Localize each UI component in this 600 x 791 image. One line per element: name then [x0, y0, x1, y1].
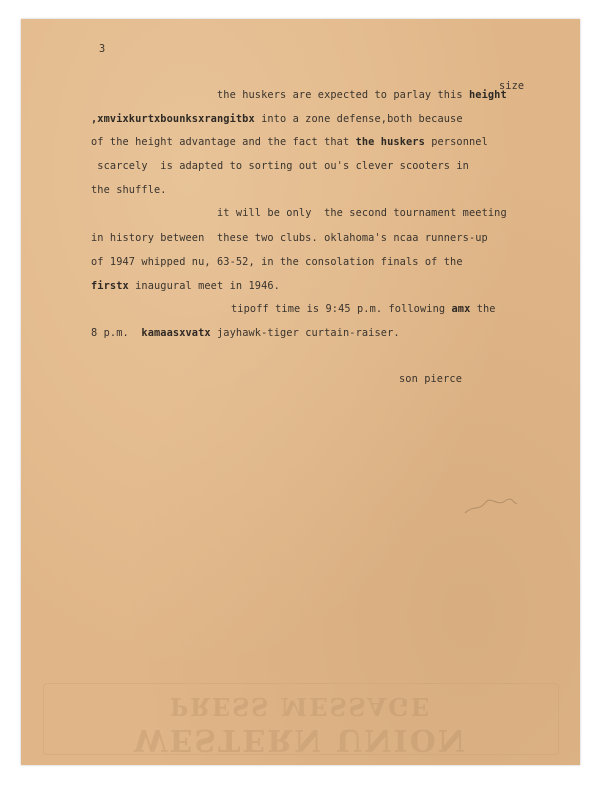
text-line-10 [231, 304, 496, 314]
line-text: scarcely is adapted to sorting out ou's clever scooters in [91, 160, 469, 172]
struck-text: ,xmvixkurtxbounksxrangitbx [91, 113, 255, 125]
struck-text: height [468, 89, 507, 101]
line-text: in history between these two clubs. oklahoma's ncaa runners-up [91, 232, 488, 244]
text-line-9 [91, 281, 280, 291]
text-line-1 [217, 90, 507, 100]
line-text: into a zone defense,both because [254, 113, 463, 125]
line-text: jayhawk-tiger curtain-raiser. [210, 327, 400, 339]
line-text: the huskers are expected to parlay this [217, 89, 469, 101]
text-line-7 [91, 233, 488, 243]
struck-text: huskers [380, 136, 425, 148]
struck-text: the [355, 136, 375, 148]
insertion-word: size [499, 80, 525, 92]
line-text: personnel [424, 136, 488, 148]
text-line-11 [91, 328, 400, 338]
text-line-2 [91, 114, 463, 124]
page-number: 3 [99, 43, 106, 55]
text-line-5 [91, 185, 167, 195]
struck-text: kamaasxvatx [141, 327, 211, 339]
struck-text: firstx [91, 280, 129, 292]
line-text: of the height advantage and the fact that [91, 136, 356, 148]
text-line-3 [91, 137, 488, 147]
line-text: the shuffle. [91, 184, 167, 196]
line-text: it will be only the second tournament meeting [217, 207, 507, 219]
telegram-sheet [21, 19, 580, 765]
line-text: tipoff time is 9:45 p.m. following [231, 303, 452, 315]
text-line-4 [91, 161, 469, 171]
line-text: the [470, 303, 496, 315]
text-line-8 [91, 257, 463, 267]
pencil-mark [461, 491, 521, 521]
signature: son pierce [399, 373, 462, 385]
line-text: 8 p.m. [91, 327, 142, 339]
watermark-western-union: WESTERN UNION [133, 722, 468, 757]
watermark-press-message: PRESS MESSAGE [169, 692, 432, 721]
struck-text: amx [451, 303, 471, 315]
text-line-6 [217, 208, 507, 218]
line-text: inaugural meet in 1946. [128, 280, 280, 292]
line-text: of 1947 whipped nu, 63-52, in the consolation finals of the [91, 256, 463, 268]
